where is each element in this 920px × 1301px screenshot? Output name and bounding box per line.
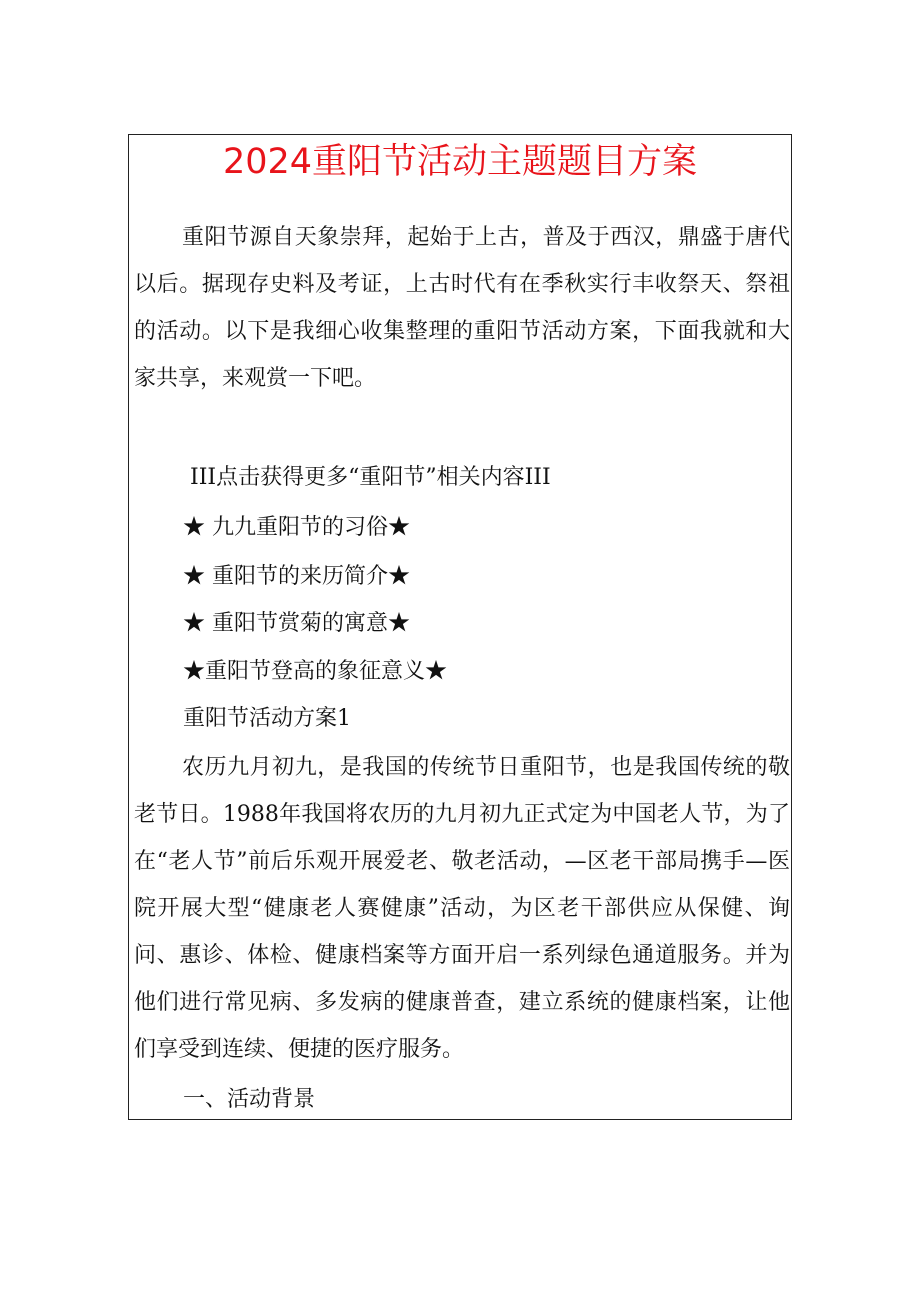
link-history-intro[interactable]: ★ 重阳节的来历简介★: [183, 564, 410, 589]
section-heading: 重阳节活动方案1: [183, 706, 351, 731]
document-title: 2024重阳节活动主题题目方案: [222, 142, 698, 182]
intro-paragraph: 重阳节源自天象崇拜，起始于上古，普及于西汉，鼎盛于唐代以后。据现存史料及考证，上古时代有在季秋实行丰收祭天、祭祖的活动。以下是我细心收集整理的重阳节活动方案，下面我就和大家共享，来观赏一下吧。: [134, 225, 790, 391]
body-paragraph: 农历九月初九，是我国的传统节日重阳节，也是我国传统的敬老节日。1988年我国将农历的九月初九正式定为中国老人节，为了在“老人节”前后乐观开展爱老、敬老活动，—区老干部局携手—医院开展大型“健康老人赛健康”活动，为区老干部供应从保健、询问、惠诊、体检、健康档案等方面开启一系列绿色通道服务。并为他们进行常见病、多发病的健康普查，建立系统的健康档案，让他们享受到连续、便捷的医疗服务。: [134, 755, 790, 1062]
link-custom-of-double-ninth[interactable]: ★ 九九重阳节的习俗★: [183, 515, 410, 540]
link-chrysanthemum-meaning[interactable]: ★ 重阳节赏菊的寓意★: [183, 611, 410, 636]
subheading-activity-background: 一、活动背景: [183, 1087, 316, 1112]
link-climbing-symbolism[interactable]: ★重阳节登高的象征意义★: [183, 659, 448, 684]
related-content-header: III点击获得更多“重阳节”相关内容III: [190, 465, 551, 490]
